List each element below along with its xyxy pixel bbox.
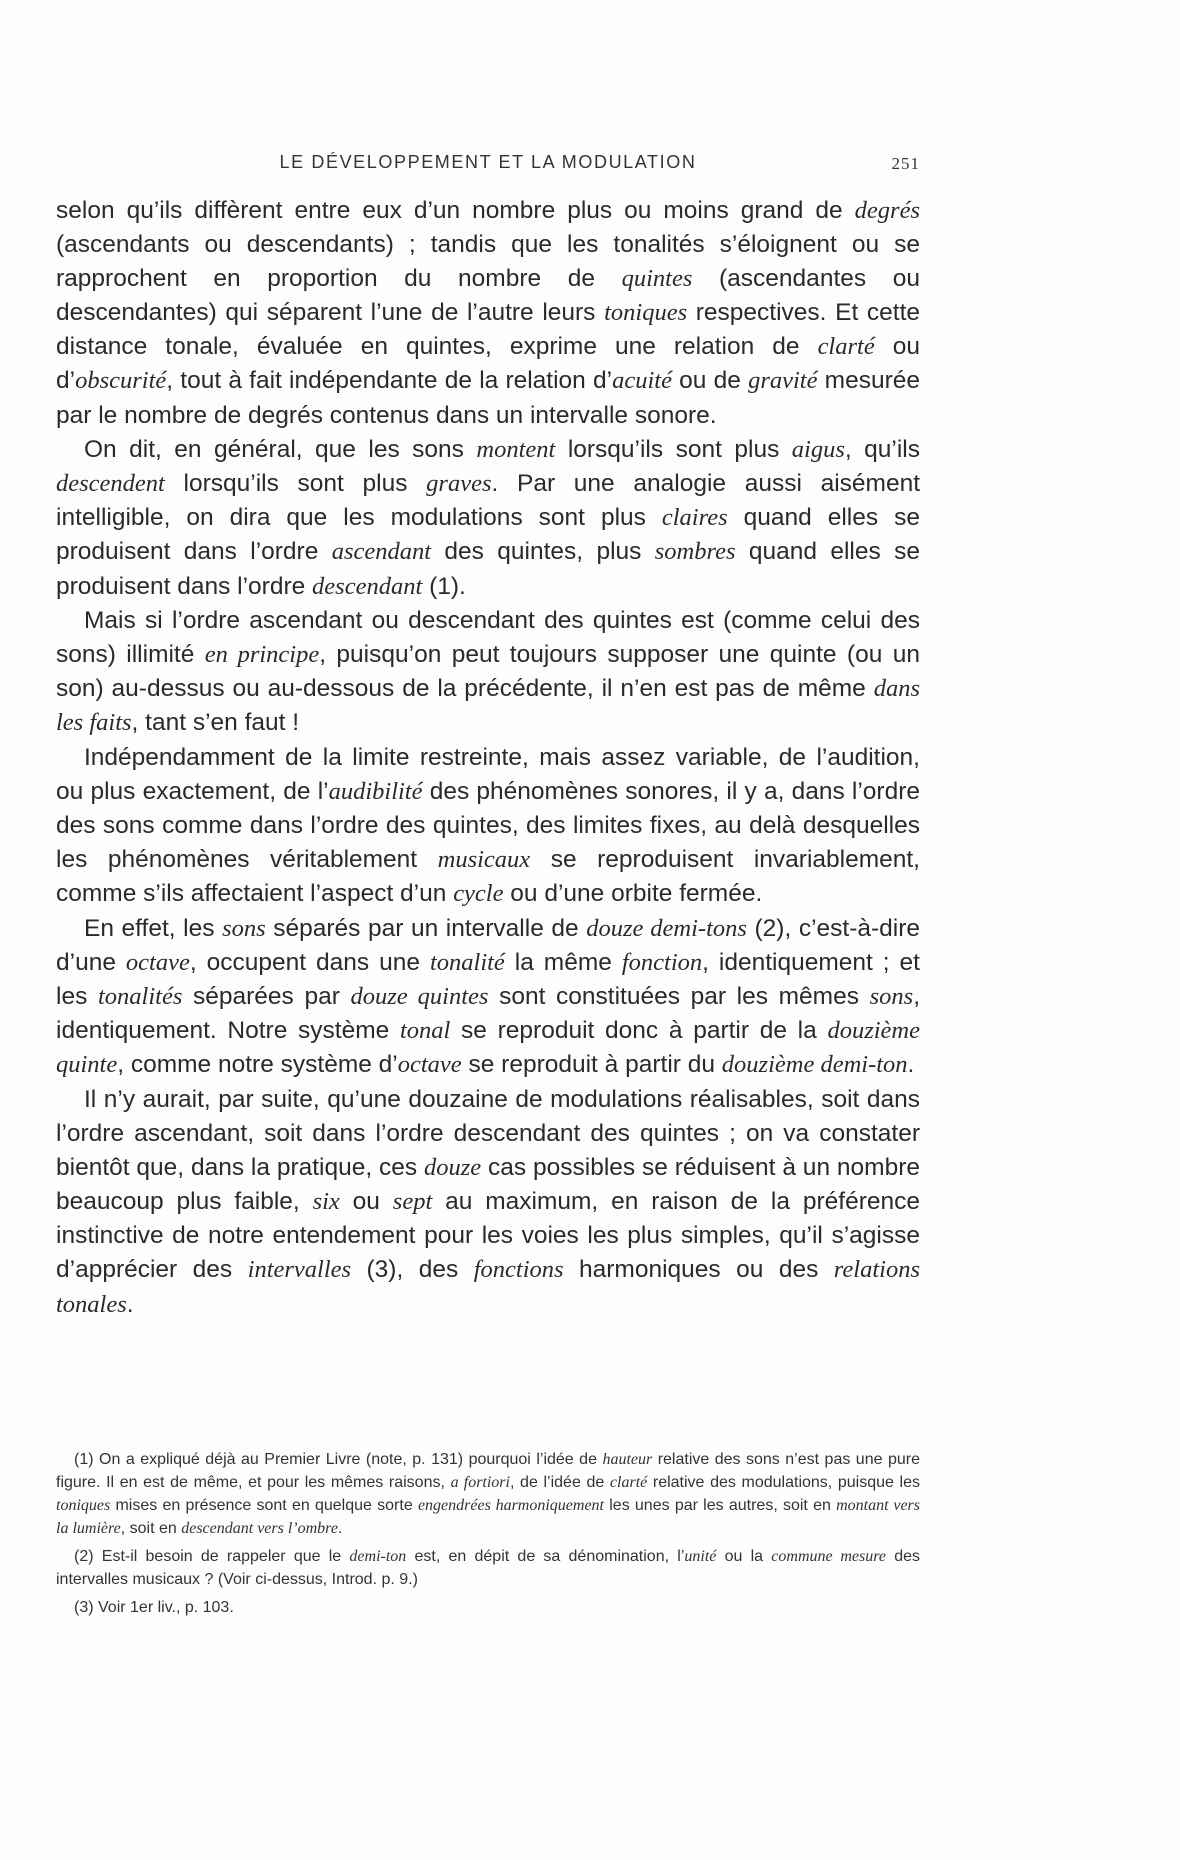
text-run: mesurée par le nombre de degrés contenus dans un intervalle sonore. <box>56 367 920 429</box>
text-run: (ascendants ou descendants) ; tandis que les tonalités s’éloignent ou se rapprochent en proportion du nombre de <box>56 231 920 293</box>
text-run: (1) On a expliqué déjà au Premier Livre (note, p. 131) pourquoi l’idée de <box>74 1451 603 1468</box>
italic-run: musicaux <box>437 846 531 874</box>
italic-run: gravité <box>748 367 818 395</box>
italic-run: fonction <box>621 949 703 977</box>
italic-run: engendrées harmoniquement <box>417 1497 605 1514</box>
italic-run: clarté <box>609 1474 648 1491</box>
text-run: se reproduit donc à partir de la <box>450 1017 828 1045</box>
text-run: (ascendantes ou descendantes) qui séparent l’une de l’autre leurs <box>56 265 920 327</box>
text-run: , tout à fait indépendante de la relation d’ <box>166 367 613 395</box>
italic-run: hauteur <box>602 1451 653 1468</box>
italic-run: sombres <box>654 538 736 566</box>
footnote <box>56 1448 920 1540</box>
italic-run: sept <box>392 1188 433 1216</box>
italic-run: graves <box>426 470 492 498</box>
italic-run: toniques <box>604 299 688 327</box>
italic-run: relations tonales <box>56 1256 920 1318</box>
text-run: (2), c’est-à-dire d’une <box>56 914 920 977</box>
italic-run: montent <box>476 436 556 464</box>
text-run: quand elles se produisent dans l’ordre <box>56 504 920 566</box>
italic-run: douze quintes <box>350 983 489 1011</box>
italic-run: six <box>312 1188 340 1216</box>
text-run: ou d’une orbite fermée. <box>503 880 763 908</box>
italic-run: claires <box>661 504 728 532</box>
paragraph <box>56 912 920 1082</box>
text-run: (1). <box>422 572 466 600</box>
text-run: cas possibles se réduisent à un nombre beaucoup plus faible, <box>56 1154 920 1216</box>
text-run: quand elles se produisent dans l’ordre <box>56 538 920 600</box>
text-run: , comme notre système d’ <box>117 1051 398 1079</box>
text-run: Indépendamment de la limite restreinte, mais assez variable, de l’audition, ou plus exactement, de l’ <box>56 744 920 806</box>
text-run: , tant s’en faut ! <box>131 709 300 737</box>
italic-run: tonalité <box>429 949 505 977</box>
text-run: harmoniques ou des <box>563 1256 834 1284</box>
italic-run: descendant vers l’ombre <box>181 1520 338 1537</box>
text-run: des quintes, plus <box>431 538 655 566</box>
italic-run: tonal <box>399 1017 451 1045</box>
text-run: lorsqu’ils sont plus <box>555 436 792 464</box>
text-run: la même <box>504 949 622 977</box>
text-run: se reproduit à partir du <box>461 1051 722 1079</box>
italic-run: fonctions <box>473 1256 564 1284</box>
italic-run: degrés <box>854 197 920 224</box>
italic-run: douzième demi-ton <box>721 1051 908 1079</box>
text-run: séparées par <box>182 983 351 1011</box>
paragraph <box>56 194 920 433</box>
text-run: se reproduisent invariablement, comme s’ils affectaient l’aspect d’un <box>56 846 920 908</box>
italic-run: ascendant <box>331 538 432 566</box>
text-run: Mais si l’ordre ascendant ou descendant des quintes est (comme celui des sons) illimité <box>56 607 920 669</box>
text-run: Il n’y aurait, par suite, qu’une douzaine de modulations réalisables, soit dans l’ordre ascendant, soit dans l’ordre descendant des quintes ; on va constater bientôt que, dans la pratique, ces <box>56 1085 920 1182</box>
text-run: lorsqu’ils sont plus <box>164 470 427 498</box>
text-run: , identiquement ; et les <box>56 949 920 1011</box>
text-run: , puisqu’on peut toujours supposer une quinte (ou un son) au-dessus ou au-dessous de la précédente, il n’en est pas de même <box>56 641 920 703</box>
text-run: séparés par un intervalle de <box>265 914 587 942</box>
text-run: relative des sons n’est pas une pure figure. Il en est de même, et pour les mêmes raisons, <box>56 1451 920 1491</box>
text-run: sont constituées par les mêmes <box>488 983 870 1011</box>
italic-run: commune mesure <box>771 1548 886 1565</box>
page-number: 251 <box>891 154 920 173</box>
italic-run: acuité <box>612 367 672 395</box>
italic-run: intervalles <box>247 1256 352 1284</box>
text-run: respectives. Et cette distance tonale, évaluée en quintes, exprime une relation de <box>56 299 921 361</box>
italic-run: sons <box>869 983 914 1011</box>
text-run: En effet, les <box>84 914 223 942</box>
text-run: , soit en <box>120 1520 182 1537</box>
text-run: ou <box>339 1188 393 1216</box>
italic-run: octave <box>125 949 190 977</box>
text-run: selon qu’ils diffèrent entre eux d’un nombre plus ou moins grand de <box>56 197 855 224</box>
text-run: ou la <box>716 1548 772 1565</box>
running-title: LE DÉVELOPPEMENT ET LA MODULATION <box>279 152 697 172</box>
italic-run: obscurité <box>75 367 167 395</box>
text-run: ou de <box>671 367 749 395</box>
text-run: (3) Voir 1er liv., p. 103. <box>74 1599 234 1616</box>
italic-run: octave <box>397 1051 462 1079</box>
italic-run: demi-ton <box>349 1548 407 1565</box>
paragraph <box>56 604 920 740</box>
italic-run: toniques <box>56 1497 111 1514</box>
italic-run: descendent <box>56 470 165 498</box>
paragraph <box>56 433 920 603</box>
text-run: les unes par les autres, soit en <box>604 1497 837 1514</box>
text-run: au maximum, en raison de la préférence instinctive de notre entendement pour les voies les plus simples, qu’il s’agisse d’apprécier des <box>56 1188 920 1284</box>
italic-run: dans les faits <box>56 675 920 737</box>
text-run: , occupent dans une <box>189 949 430 977</box>
text-run: . Par une analogie aussi aisément intelligible, on dira que les modulations sont plus <box>56 470 921 532</box>
italic-run: clarté <box>817 333 875 361</box>
paragraph <box>56 741 920 911</box>
footnote <box>56 1596 920 1619</box>
italic-run: unité <box>684 1548 717 1565</box>
italic-run: a fortiori <box>450 1474 510 1491</box>
text-run: relative des modulations, puisque les <box>647 1474 921 1491</box>
text-run: , identiquement. Notre système <box>56 983 920 1045</box>
italic-run: tonalités <box>97 983 183 1011</box>
text-run: , de l’idée de <box>509 1474 610 1491</box>
text-run: mises en présence sont en quelque sorte <box>110 1497 418 1514</box>
text-run: , qu’ils <box>844 436 920 464</box>
italic-run: en principe <box>204 641 320 669</box>
italic-run: douze demi-tons <box>586 914 747 942</box>
text-run: . <box>907 1051 915 1079</box>
text-run: On dit, en général, que les sons <box>84 436 477 464</box>
italic-run: montant vers la lumière <box>56 1497 921 1537</box>
footnotes <box>56 1448 920 1619</box>
text-run: des intervalles musicaux ? (Voir ci-dessus, Introd. p. 9.) <box>56 1548 920 1588</box>
italic-run: douzième quinte <box>56 1017 920 1079</box>
text-run: ou d’ <box>56 333 920 395</box>
paragraph <box>56 1083 920 1322</box>
italic-run: sons <box>222 914 266 942</box>
text-run: . <box>337 1520 343 1537</box>
italic-run: aigus <box>791 436 845 464</box>
text-run: des phénomènes sonores, il y a, dans l’ordre des sons comme dans l’ordre des quintes, des limites fixes, au delà desquelles les phénomènes véritablement <box>56 778 920 874</box>
italic-run: audibilité <box>328 778 423 806</box>
italic-run: cycle <box>453 880 504 908</box>
main-text <box>56 194 920 1322</box>
page-header <box>56 152 920 178</box>
text-run: (3), des <box>351 1256 474 1284</box>
text-run: . <box>126 1290 134 1318</box>
italic-run: douze <box>424 1154 482 1182</box>
italic-run: descendant <box>312 572 423 600</box>
footnote <box>56 1545 920 1591</box>
italic-run: quintes <box>621 265 693 293</box>
text-run: est, en dépit de sa dénomination, l’ <box>406 1548 685 1565</box>
text-run: (2) Est-il besoin de rappeler que le <box>74 1548 350 1565</box>
